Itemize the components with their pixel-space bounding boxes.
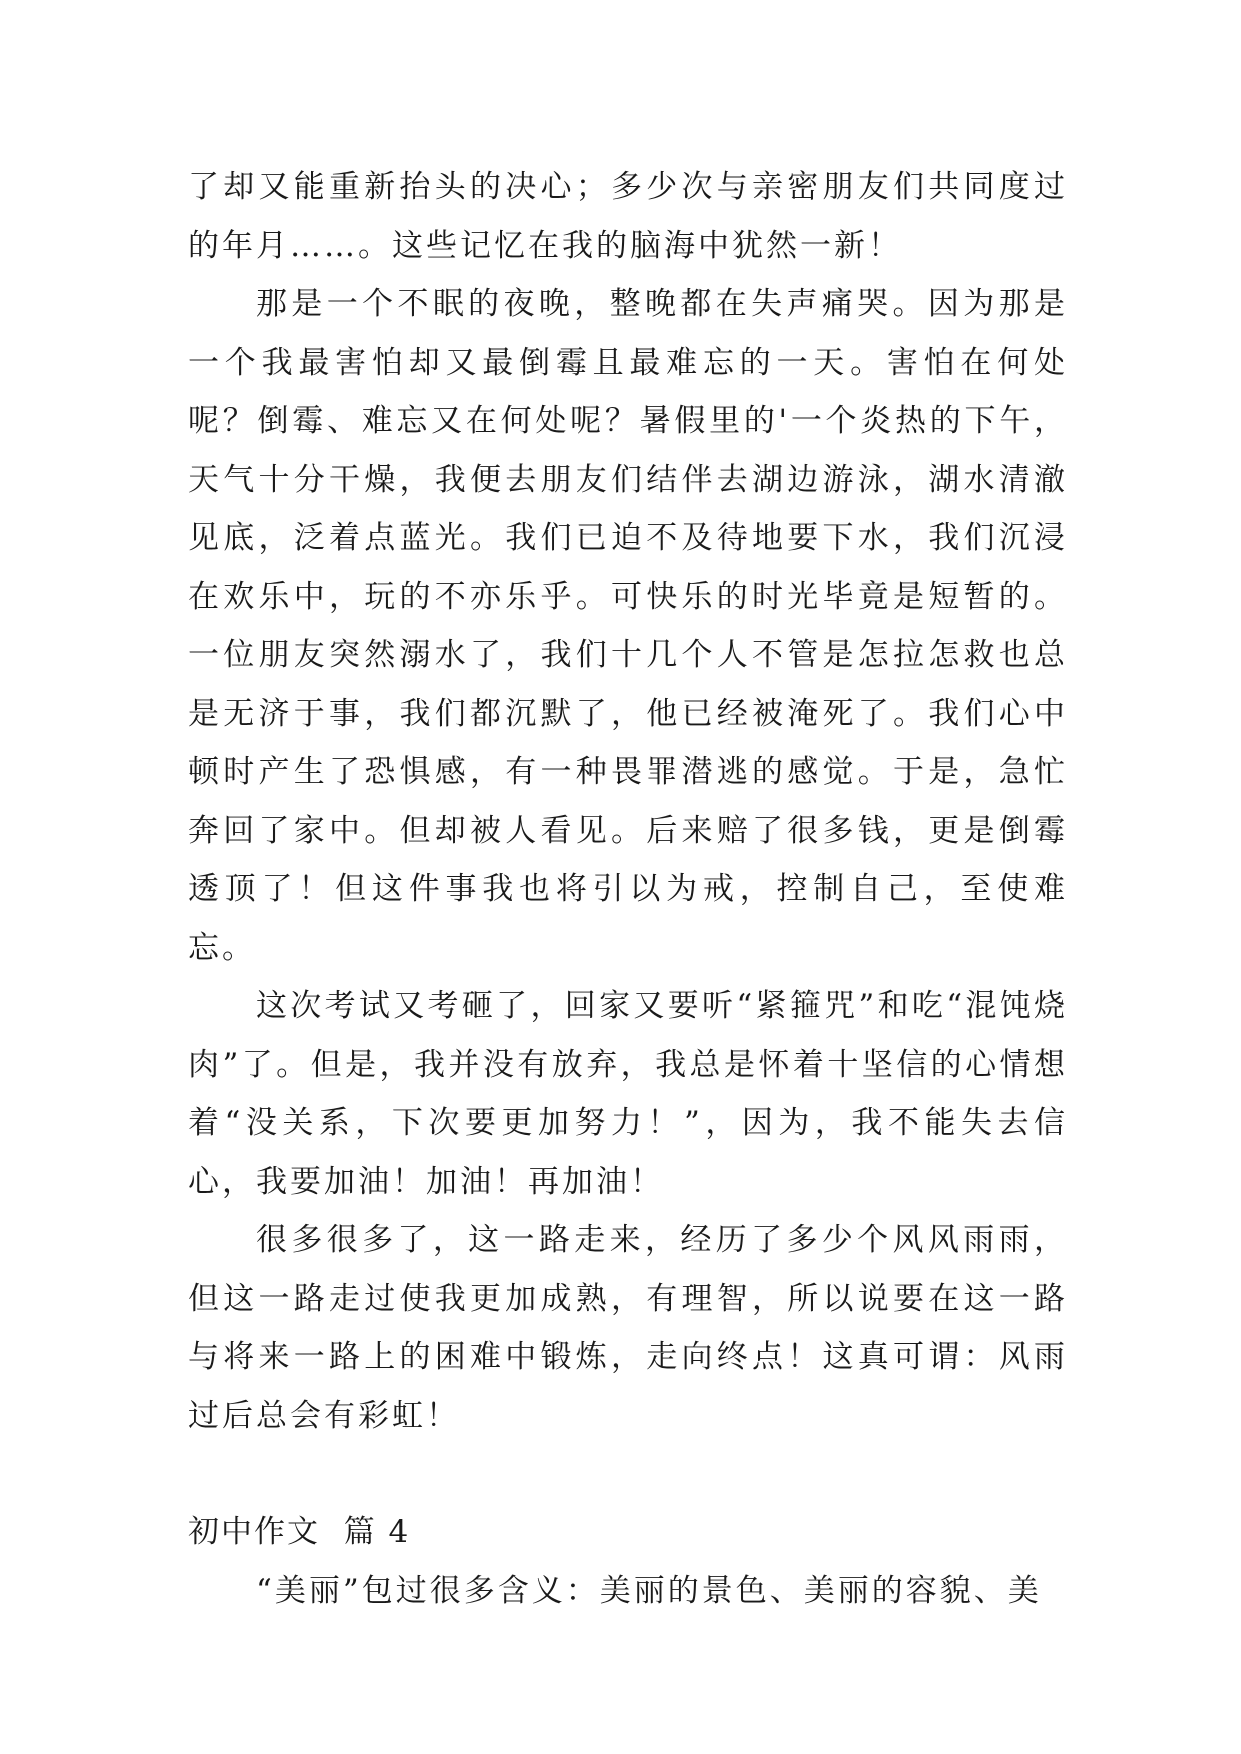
paragraph-continuation: 了却又能重新抬头的决心；多少次与亲密朋友们共同度过的年月……。这些记忆在我的脑海中犹然一新！ (188, 169, 1068, 264)
paragraph-beauty-intro: “美丽”包过很多含义：美丽的景色、美丽的容貌、美 (256, 1572, 1042, 1609)
section-heading: 初中作文 篇 4 (188, 1514, 411, 1550)
document-body (188, 158, 1068, 1620)
paragraph-sleepless-night: 那是一个不眠的夜晚，整晚都在失声痛哭。因为那是一个我最害怕却又最倒霉且最难忘的一天。害怕在何处呢？倒霉、难忘又在何处呢？暑假里的'一个炎热的下午，天气十分干燥，我便去朋友们结伴去湖边游泳，湖水清澈见底，泛着点蓝光。我们已迫不及待地要下水，我们沉浸在欢乐中，玩的不亦乐乎。可快乐的时光毕竟是短暂的。一位朋友突然溺水了，我们十几个人不管是怎拉怎救也总是无济于事，我们都沉默了，他已经被淹死了。我们心中顿时产生了恐惧感，有一种畏罪潜逃的感觉。于是，急忙奔回了家中。但却被人看见。后来赔了很多钱，更是倒霉透顶了！但这件事我也将引以为戒，控制自己，至使难忘。 (188, 286, 1068, 966)
paragraph-conclusion: 很多很多了，这一路走来，经历了多少个风风雨雨，但这一路走过使我更加成熟，有理智，所以说要在这一路与将来一路上的困难中锻炼，走向终点！这真可谓：风雨过后总会有彩虹！ (188, 1222, 1068, 1434)
paragraph-exam: 这次考试又考砸了，回家又要听“紧箍咒”和吃“混饨烧肉”了。但是，我并没有放弃，我总是怀着十坚信的心情想着“没关系，下次要更加努力！”，因为，我不能失去信心，我要加油！加油！再加油！ (188, 988, 1068, 1200)
